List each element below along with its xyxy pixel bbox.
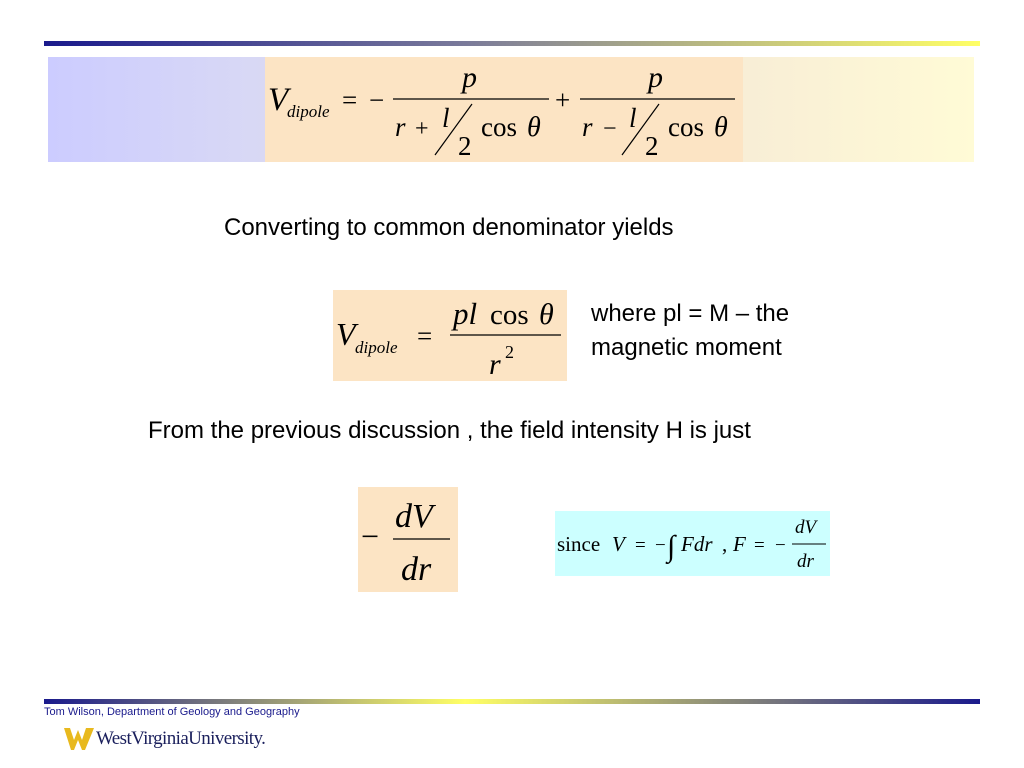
eq4-integral: ∫ xyxy=(667,530,676,563)
eq4-Fdr: Fdr xyxy=(681,532,713,556)
eq2-den-r: r xyxy=(489,348,501,381)
eq2-cos: cos xyxy=(490,299,529,331)
eq1-numerator-2: p xyxy=(648,61,663,94)
eq1-den1-theta: θ xyxy=(527,112,541,143)
eq2-V: V xyxy=(336,316,356,352)
dipole-potential-equation xyxy=(265,57,743,162)
eq4-equals-2: = xyxy=(754,535,765,556)
eq4-since: since xyxy=(557,532,601,556)
field-intensity-equation xyxy=(358,487,458,592)
eq1-subscript: dipole xyxy=(287,102,330,121)
eq4-V: V xyxy=(612,532,625,556)
eq2-den-exponent: 2 xyxy=(505,342,514,362)
wvu-logo xyxy=(64,724,265,754)
eq1-den1-l: l xyxy=(442,103,450,133)
eq2-equals: = xyxy=(417,321,433,351)
eq1-den1-two: 2 xyxy=(458,131,472,161)
wvu-wordmark: WestVirginiaUniversity. xyxy=(96,728,266,749)
eq2-theta: θ xyxy=(539,298,554,331)
eq2-numerator-pl: pl xyxy=(453,296,478,331)
eq1-den2-two: 2 xyxy=(645,131,659,161)
wvu-flying-wv-icon xyxy=(64,726,94,752)
caption-magnetic-moment xyxy=(591,297,789,365)
bottom-gradient-rule xyxy=(44,699,980,704)
eq1-den2-op: − xyxy=(603,116,617,142)
caption-field-intensity: From the previous discussion , the field intensity H is just xyxy=(148,417,751,444)
eq1-den1-r: r xyxy=(395,112,406,142)
eq4-minus-2: − xyxy=(775,535,786,556)
eq1-den2-cos: cos xyxy=(668,112,704,142)
eq1-minus: − xyxy=(369,85,385,115)
eq1-V: V xyxy=(268,82,289,118)
eq4-equals-1: = xyxy=(635,535,646,556)
eq1-den2-theta: θ xyxy=(714,112,728,143)
top-gradient-rule xyxy=(44,41,980,46)
caption-where-line-2: magnetic moment xyxy=(591,334,782,361)
eq1-equals: = xyxy=(342,85,358,115)
eq4-frac-denominator: dr xyxy=(797,551,814,572)
common-denominator-equation xyxy=(333,290,567,381)
eq1-numerator-1: p xyxy=(462,61,477,94)
eq3-numerator: dV xyxy=(395,498,433,535)
eq1-plus: + xyxy=(555,85,571,115)
caption-where-line-1: where pl = M – the xyxy=(591,300,790,327)
eq1-den1-op: + xyxy=(415,116,429,142)
eq4-F: F xyxy=(733,532,746,556)
caption-converting: Converting to common denominator yields xyxy=(224,214,674,241)
eq1-den1-cos: cos xyxy=(481,112,517,142)
eq2-subscript: dipole xyxy=(355,338,398,357)
eq1-den2-l: l xyxy=(629,103,637,133)
since-relation-equation xyxy=(555,511,830,576)
eq3-minus: − xyxy=(361,518,380,554)
eq4-frac-numerator: dV xyxy=(795,517,817,538)
eq4-minus-1: − xyxy=(655,535,666,556)
eq4-comma: , xyxy=(722,532,728,556)
eq1-den2-r: r xyxy=(582,112,593,142)
footer-credit: Tom Wilson, Department of Geology and Geography xyxy=(44,706,300,718)
eq3-denominator: dr xyxy=(401,551,432,588)
